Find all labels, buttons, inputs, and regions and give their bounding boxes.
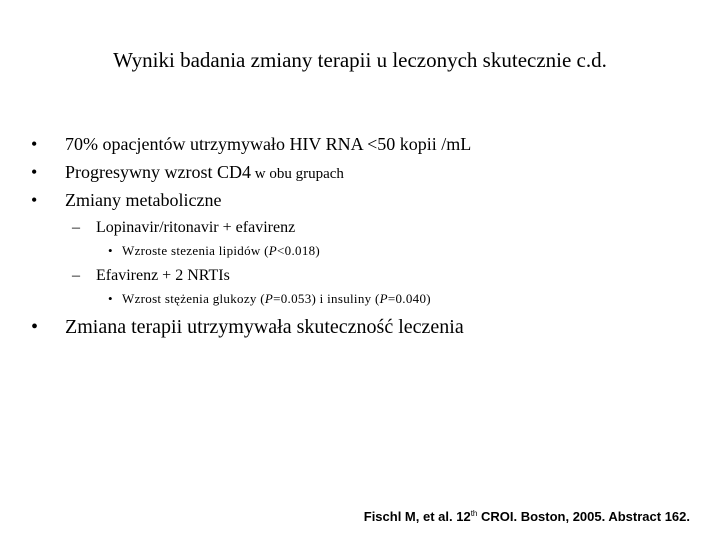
- slide-title: Wyniki badania zmiany terapii u leczonych skutecznie c.d.: [113, 48, 607, 72]
- p-value-label: P: [268, 243, 278, 258]
- detail-lipids: [108, 243, 320, 259]
- subitem-text: Lopinavir/ritonavir + efavirenz: [96, 219, 296, 236]
- bullet-marker: •: [31, 190, 38, 210]
- bullet-text-small: w obu grupach: [251, 166, 344, 182]
- citation: [364, 506, 690, 525]
- detail-text: Wzrost stężenia glukozy (: [122, 291, 265, 306]
- bullet-text: Zmiany metaboliczne: [65, 190, 222, 210]
- detail-text: =0.040): [387, 291, 431, 306]
- dash-marker: –: [72, 219, 80, 236]
- p-value-label: P: [264, 291, 274, 306]
- citation-text: CROI. Boston, 2005. Abstract 162.: [477, 509, 690, 524]
- bullet-conclusion: [31, 314, 464, 340]
- subitem-efavirenz: [72, 266, 230, 286]
- p-value-label: P: [379, 291, 388, 306]
- bullet-cd4: [31, 161, 344, 185]
- bullet-text: 70% opacjentów utrzymywało HIV RNA <50 kopii /mL: [65, 134, 472, 154]
- dash-marker: –: [72, 267, 80, 284]
- citation-text: Fischl M, et al. 12: [363, 509, 471, 524]
- subitem-lopinavir: [72, 218, 295, 238]
- detail-text: <0.018): [277, 243, 321, 258]
- detail-glucose: [108, 291, 431, 307]
- subitem-text: Efavirenz + 2 NRTIs: [96, 267, 230, 284]
- bullet-text: Zmiana terapii utrzymywała skuteczność leczenia: [65, 316, 464, 338]
- bullet-hiv-rna: [31, 133, 471, 155]
- bullet-marker: •: [31, 134, 38, 154]
- bullet-text: Progresywny wzrost CD4: [65, 162, 251, 182]
- bullet-marker: •: [108, 243, 113, 258]
- bullet-marker: •: [31, 316, 39, 338]
- bullet-marker: •: [108, 291, 113, 306]
- bullet-metabolic: [31, 189, 221, 211]
- bullet-marker: •: [31, 162, 38, 182]
- detail-text: =0.053) i insuliny (: [273, 291, 380, 306]
- citation-superscript: th: [470, 509, 478, 518]
- detail-text: Wzroste stezenia lipidów (: [122, 243, 269, 258]
